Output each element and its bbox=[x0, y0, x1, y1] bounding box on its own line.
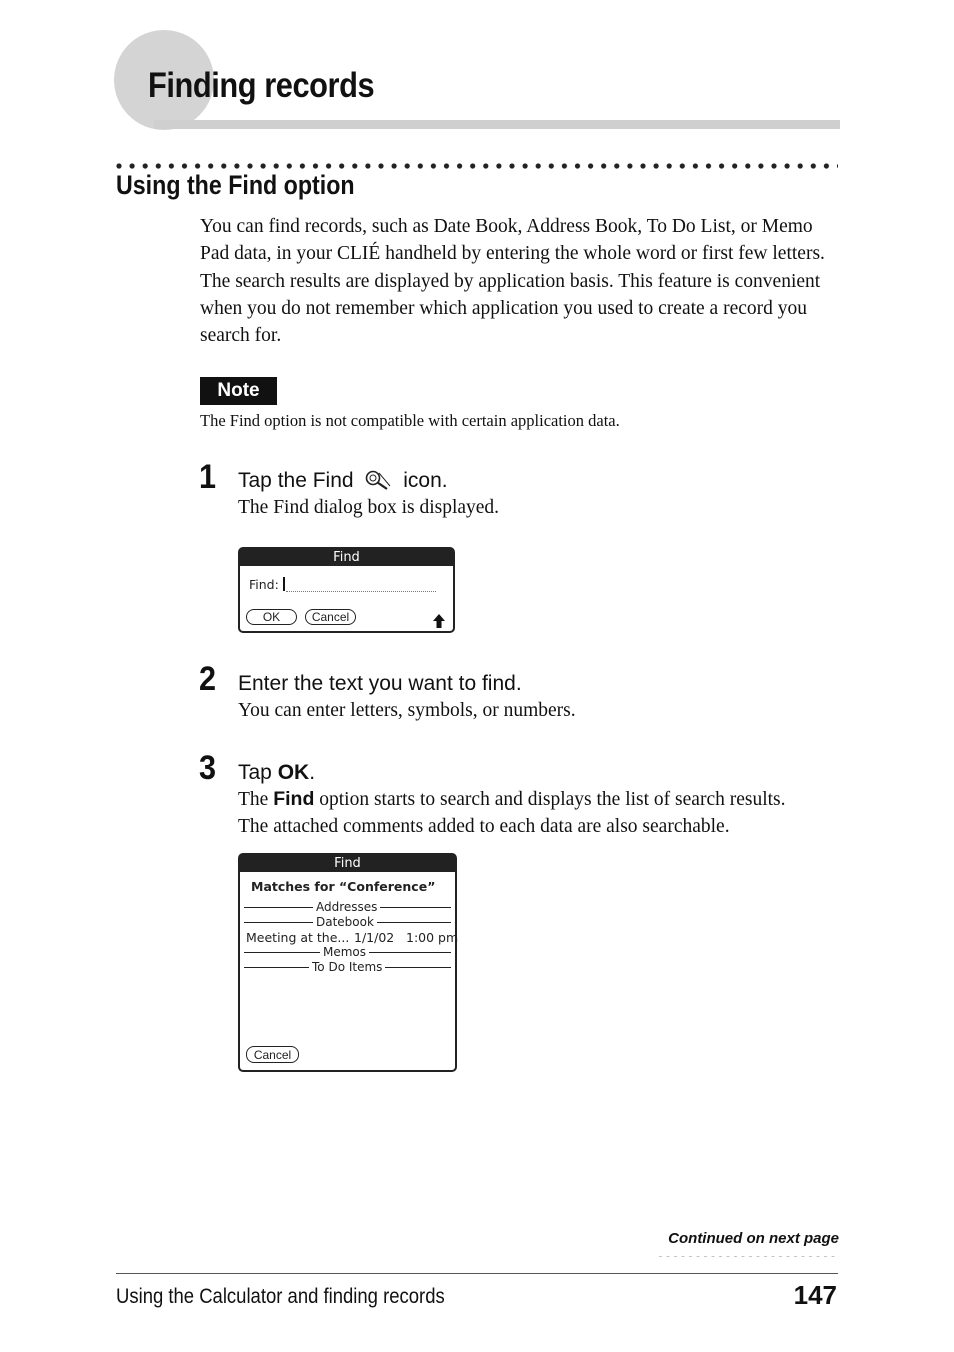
text-cursor bbox=[283, 577, 285, 591]
category-datebook: Datebook bbox=[313, 916, 377, 928]
results-heading: Matches for “Conference” bbox=[251, 879, 436, 894]
step-1-heading-text: Tap the Find bbox=[238, 469, 354, 492]
step-number-2: 2 bbox=[199, 660, 217, 698]
step-3-body-line-2: The attached comments added to each data are also searchable. bbox=[238, 816, 730, 837]
step-1-body: The Find dialog box is displayed. bbox=[238, 497, 500, 518]
section-title: Using the Find option bbox=[116, 170, 355, 200]
find-dialog-title: Find bbox=[240, 549, 453, 566]
footer-rule bbox=[116, 1273, 838, 1274]
note-text: The Find option is not compatible with certain application data. bbox=[200, 411, 620, 430]
step-2-body: You can enter letters, symbols, or numbers. bbox=[238, 700, 576, 721]
results-dialog-title: Find bbox=[240, 855, 455, 872]
step-3-body-line-1: The Find option starts to search and displays the list of search results. bbox=[238, 788, 786, 810]
step-3-heading-ok: OK bbox=[277, 761, 310, 784]
category-addresses: Addresses bbox=[313, 901, 380, 913]
step-3-body-find: Find bbox=[273, 788, 315, 810]
ok-button[interactable]: OK bbox=[246, 609, 297, 625]
find-results-dialog bbox=[238, 853, 457, 1072]
find-dialog bbox=[238, 547, 455, 633]
find-field-label: Find: bbox=[249, 577, 279, 592]
step-number-3: 3 bbox=[199, 749, 217, 787]
category-to-do-items: To Do Items bbox=[309, 961, 385, 973]
cancel-button[interactable]: Cancel bbox=[305, 609, 356, 625]
step-1-heading bbox=[238, 468, 448, 494]
step-number-1: 1 bbox=[199, 458, 217, 496]
note-badge: Note bbox=[200, 377, 277, 405]
match-date[interactable]: 1/1/02 bbox=[354, 930, 395, 945]
step-2-heading: Enter the text you want to find. bbox=[238, 672, 522, 695]
find-input[interactable] bbox=[286, 591, 436, 592]
step-1-heading-text-end: icon. bbox=[403, 469, 448, 492]
match-time[interactable]: 1:00 pm bbox=[406, 930, 459, 945]
page-title: Finding records bbox=[148, 66, 375, 105]
category-memos: Memos bbox=[320, 946, 369, 958]
continued-dotted-rule bbox=[658, 1249, 839, 1257]
footer-chapter-label: Using the Calculator and finding records bbox=[116, 1285, 445, 1308]
find-icon bbox=[363, 469, 393, 491]
step-3-heading-text: Tap bbox=[238, 761, 278, 784]
step-3-heading-end: . bbox=[309, 761, 316, 784]
continued-note: Continued on next page bbox=[668, 1230, 839, 1247]
intro-paragraph: You can find records, such as Date Book, Address Book, To Do List, or Memo Pad data, in your CLIÉ handheld by entering the whole word or first few letters. The search results are displayed by application basis. This feature is convenient when you do not remember which application you used to create a record you search for. bbox=[200, 216, 825, 347]
shift-arrow-icon[interactable] bbox=[433, 613, 445, 627]
results-cancel-button[interactable]: Cancel bbox=[246, 1046, 299, 1063]
page-number: 147 bbox=[793, 1280, 837, 1310]
step-3-heading bbox=[238, 760, 315, 786]
chapter-title-underline bbox=[154, 120, 840, 129]
match-text[interactable]: Meeting at the... bbox=[246, 930, 350, 945]
